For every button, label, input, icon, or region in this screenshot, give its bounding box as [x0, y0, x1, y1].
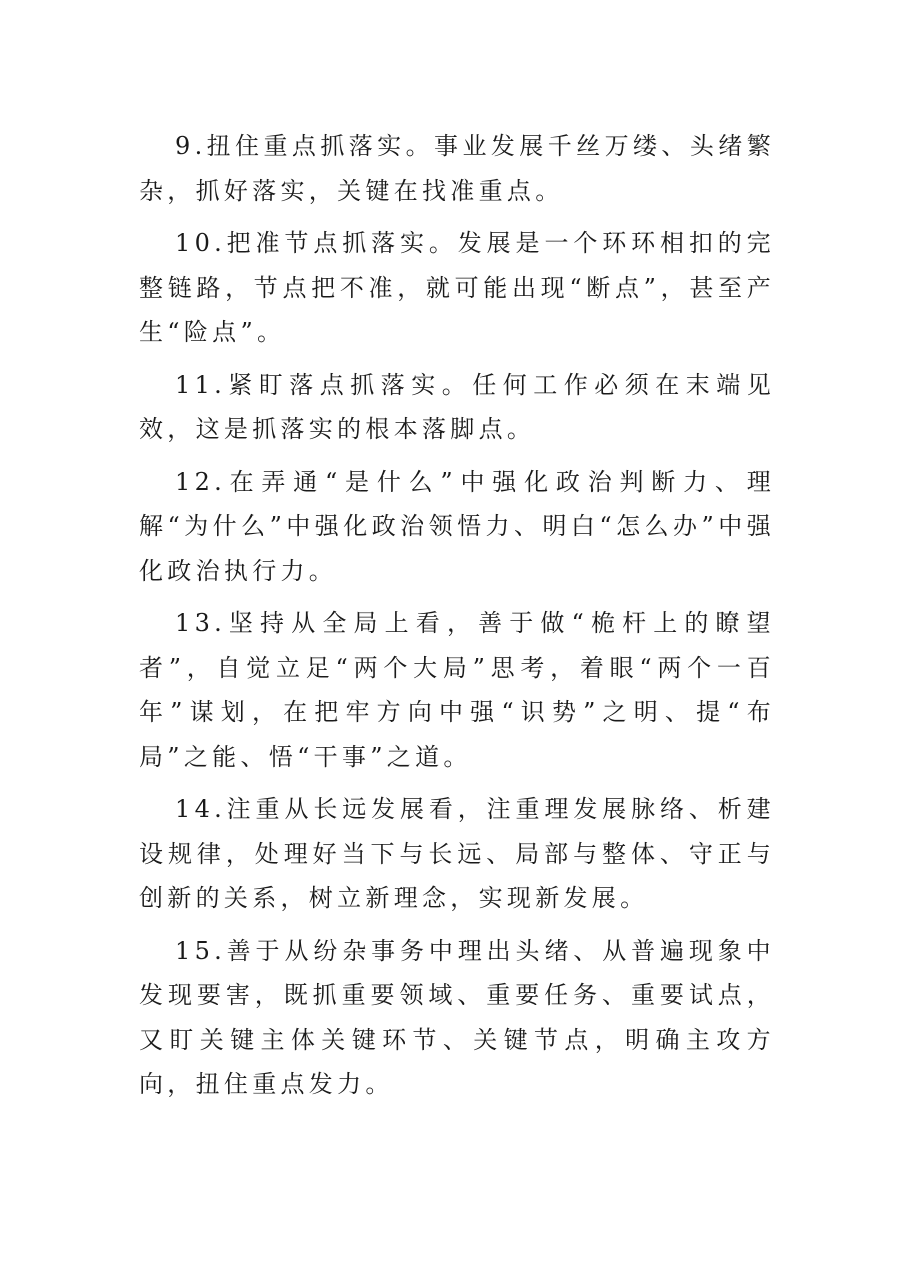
paragraph-14: 14.注重从长远发展看，注重理发展脉络、析建设规律，处理好当下与长远、局部与整体、守正与创新的关系，树立新理念，实现新发展。: [139, 795, 775, 912]
paragraph-15: 15.善于从纷杂事务中理出头绪、从普遍现象中发现要害，既抓重要领域、重要任务、重要试点，又盯关键主体关键环节、关键节点，明确主攻方向，扭住重点发力。: [139, 936, 775, 1098]
document-body: [139, 124, 775, 1115]
paragraph-12: 12.在弄通“是什么”中强化政治判断力、理解“为什么”中强化政治领悟力、明白“怎么办”中强化政治执行力。: [139, 467, 775, 585]
paragraph-13: 13.坚持从全局上看，善于做“桅杆上的瞭望者”，自觉立足“两个大局”思考，着眼“两个一百年”谋划，在把牢方向中强“识势”之明、提“布局”之能、悟“干事”之道。: [139, 609, 775, 771]
paragraph-10: 10.把准节点抓落实。发展是一个环环相扣的完整链路，节点把不准，就可能出现“断点”，甚至产生“险点”。: [139, 229, 775, 346]
paragraph-9: 9.扭住重点抓落实。事业发展千丝万缕、头绪繁杂，抓好落实，关键在找准重点。: [139, 132, 775, 205]
paragraph-11: 11.紧盯落点抓落实。任何工作必须在末端见效，这是抓落实的根本落脚点。: [139, 370, 775, 443]
